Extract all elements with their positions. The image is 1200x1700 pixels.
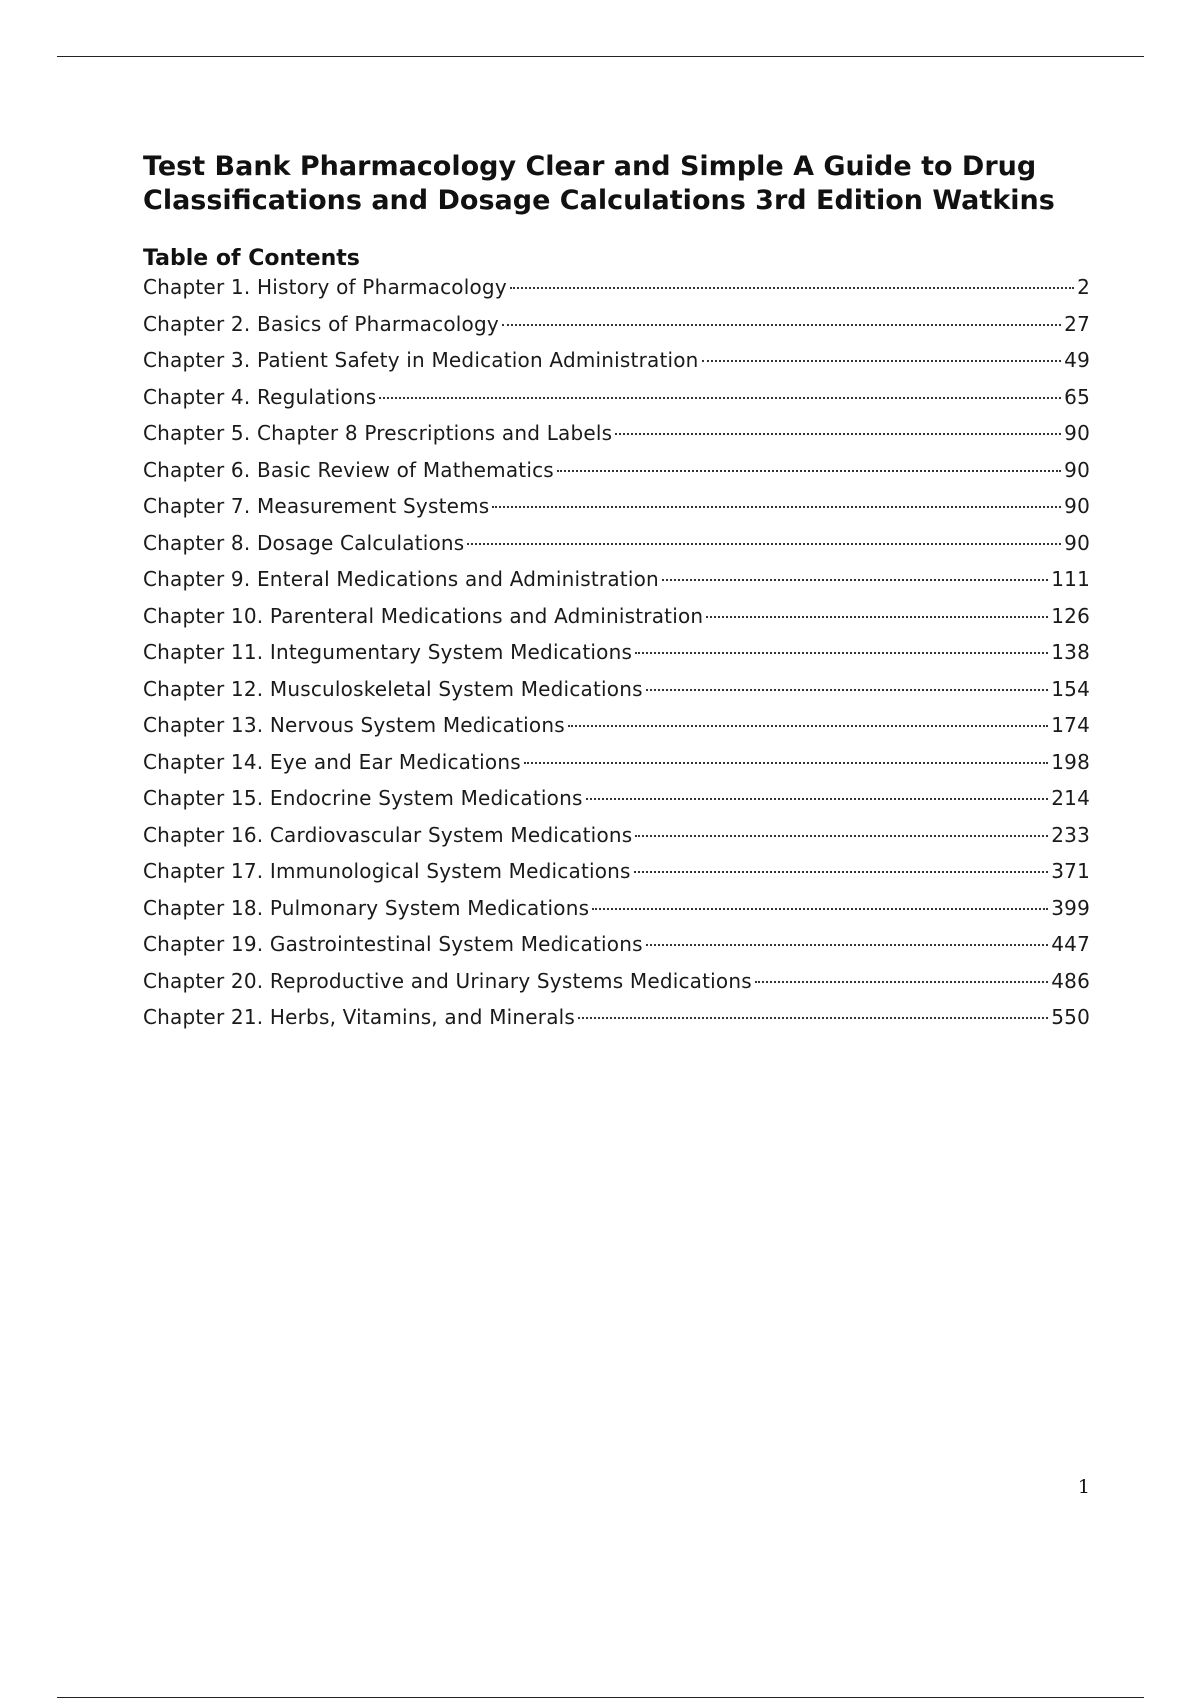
dot-leader: [492, 506, 1061, 508]
page-number: 1: [1077, 1476, 1090, 1498]
toc-entry[interactable]: [143, 820, 1090, 857]
toc-entry[interactable]: [143, 856, 1090, 893]
dot-leader: [615, 433, 1061, 435]
toc-entry-label: Chapter 2. Basics of Pharmacology: [143, 311, 499, 336]
toc-entry-page: 126: [1051, 603, 1090, 628]
toc-entry-page: 174: [1051, 713, 1090, 737]
table-of-contents: [143, 272, 1090, 1039]
footer-rule: [57, 1697, 1144, 1698]
dot-leader: [634, 871, 1049, 873]
toc-entry-page: 90: [1064, 457, 1090, 482]
toc-entry-label: Chapter 1. History of Pharmacology: [143, 275, 507, 299]
toc-entry-label: Chapter 15. Endocrine System Medications: [143, 786, 583, 810]
toc-entry-label: Chapter 19. Gastrointestinal System Medications: [143, 932, 643, 956]
toc-entry[interactable]: [143, 418, 1090, 455]
toc-entry-page: 90: [1064, 530, 1090, 555]
toc-entry-page: 111: [1051, 567, 1090, 591]
dot-leader: [662, 579, 1048, 581]
toc-entry[interactable]: [143, 893, 1090, 930]
dot-leader: [502, 324, 1061, 326]
dot-leader: [592, 908, 1048, 910]
toc-entry[interactable]: [143, 674, 1090, 711]
dot-leader: [635, 835, 1048, 837]
toc-entry-label: Chapter 17. Immunological System Medications: [143, 859, 631, 883]
toc-entry[interactable]: [143, 309, 1090, 346]
toc-entry-label: Chapter 13. Nervous System Medications: [143, 713, 565, 737]
toc-entry[interactable]: [143, 491, 1090, 528]
toc-entry-page: 154: [1051, 676, 1090, 701]
dot-leader: [510, 287, 1074, 289]
document-title: Test Bank Pharmacology Clear and Simple A Guide to Drug Classifications and Dosage Calculations 3rd Edition Watkins: [143, 151, 1055, 216]
toc-entry-label: Chapter 5. Chapter 8 Prescriptions and Labels: [143, 421, 613, 445]
toc-entry-page: 233: [1051, 822, 1090, 847]
toc-entry-page: 371: [1051, 859, 1090, 883]
toc-entry[interactable]: [143, 783, 1090, 820]
toc-entry-label: Chapter 7. Measurement Systems: [143, 494, 490, 518]
toc-entry-page: 214: [1051, 786, 1090, 810]
dot-leader: [646, 944, 1049, 946]
toc-heading: Table of Contents: [143, 246, 360, 271]
dot-leader: [379, 397, 1061, 399]
dot-leader: [702, 360, 1062, 362]
toc-entry-label: Chapter 12. Musculoskeletal System Medications: [143, 676, 643, 701]
toc-entry-label: Chapter 21. Herbs, Vitamins, and Minerals: [143, 1005, 576, 1029]
toc-entry-page: 65: [1064, 384, 1090, 409]
dot-leader: [524, 762, 1048, 764]
toc-entry[interactable]: [143, 966, 1090, 1003]
toc-entry-page: 90: [1064, 494, 1090, 518]
toc-entry[interactable]: [143, 564, 1090, 601]
toc-entry-label: Chapter 6. Basic Review of Mathematics: [143, 457, 554, 482]
toc-entry-label: Chapter 16. Cardiovascular System Medications: [143, 822, 633, 847]
toc-entry-page: 399: [1051, 895, 1090, 920]
toc-entry-label: Chapter 8. Dosage Calculations: [143, 530, 465, 555]
toc-entry-page: 27: [1064, 311, 1090, 336]
toc-entry[interactable]: [143, 455, 1090, 492]
toc-entry-label: Chapter 20. Reproductive and Urinary Systems Medications: [143, 968, 752, 993]
toc-entry[interactable]: [143, 382, 1090, 419]
toc-entry[interactable]: [143, 710, 1090, 747]
dot-leader: [755, 981, 1048, 983]
header-rule: [57, 56, 1144, 57]
dot-leader: [578, 1017, 1048, 1019]
toc-entry-label: Chapter 4. Regulations: [143, 384, 377, 409]
dot-leader: [706, 616, 1048, 618]
toc-entry-label: Chapter 14. Eye and Ear Medications: [143, 749, 521, 774]
toc-entry-page: 486: [1051, 968, 1090, 993]
toc-entry[interactable]: [143, 601, 1090, 638]
toc-entry-label: Chapter 3. Patient Safety in Medication Administration: [143, 348, 699, 372]
toc-entry-page: 447: [1051, 932, 1090, 956]
dot-leader: [586, 798, 1049, 800]
dot-leader: [568, 725, 1048, 727]
toc-entry-page: 90: [1064, 421, 1090, 445]
dot-leader: [646, 689, 1049, 691]
toc-entry[interactable]: [143, 637, 1090, 674]
dot-leader: [467, 543, 1061, 545]
toc-entry-label: Chapter 18. Pulmonary System Medications: [143, 895, 590, 920]
toc-entry-label: Chapter 10. Parenteral Medications and Administration: [143, 603, 704, 628]
toc-entry-page: 138: [1051, 640, 1090, 664]
toc-entry-page: 2: [1077, 275, 1090, 299]
toc-entry[interactable]: [143, 1002, 1090, 1039]
toc-entry-page: 49: [1064, 348, 1090, 372]
toc-entry-label: Chapter 9. Enteral Medications and Administration: [143, 567, 659, 591]
toc-entry-label: Chapter 11. Integumentary System Medications: [143, 640, 633, 664]
toc-entry[interactable]: [143, 528, 1090, 565]
toc-entry-page: 550: [1051, 1005, 1090, 1029]
dot-leader: [635, 652, 1048, 654]
toc-entry-page: 198: [1051, 749, 1090, 774]
toc-entry[interactable]: [143, 272, 1090, 309]
toc-entry[interactable]: [143, 747, 1090, 784]
toc-entry[interactable]: [143, 929, 1090, 966]
dot-leader: [557, 470, 1061, 472]
toc-entry[interactable]: [143, 345, 1090, 382]
